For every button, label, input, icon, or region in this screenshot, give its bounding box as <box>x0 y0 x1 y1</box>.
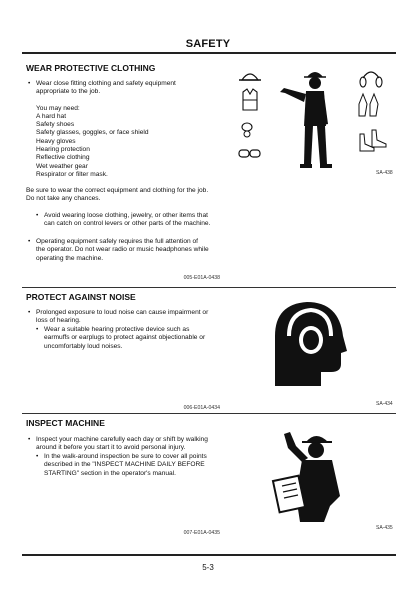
bullet-text: Wear close fitting clothing and safety equipment <box>36 80 176 87</box>
sub-bullet-cont: described in the "INSPECT MACHINE DAILY BEFORE <box>44 461 205 469</box>
note-line: Do not take any chances. <box>26 195 101 203</box>
figure-label: SA-434 <box>376 401 393 407</box>
section-2-text: • Prolonged exposure to loud noise can cause impairment or loss of hearing. <box>36 309 256 326</box>
bullet-text-cont: operating the machine. <box>36 254 104 262</box>
figure-label: SA-435 <box>376 525 393 531</box>
bullet-text-cont: loss of hearing. <box>36 317 81 325</box>
sub-bullet-cont: STARTING" section in the operator's manual. <box>44 469 176 477</box>
doc-code: 005-E01A-0438 <box>183 275 220 281</box>
safety-shoes-icon <box>360 130 386 151</box>
sub-bullet-text: Wear a suitable hearing protective device such as <box>44 326 190 333</box>
section-1-sub: • Avoid wearing loose clothing, jewelry, or other items that can catch on control levers or other parts of the machine. <box>44 212 274 229</box>
sub-bullet-cont: uncomfortably loud noises. <box>44 342 123 350</box>
section-title-inspect: INSPECT MACHINE <box>26 418 105 428</box>
bullet-text: Inspect your machine carefully each day or shift by walking <box>36 436 208 443</box>
bullet-text: Operating equipment safely requires the full attention of <box>36 238 199 245</box>
section-divider <box>22 413 396 414</box>
doc-code: 006-E01A-0434 <box>183 405 220 411</box>
equipment-item: Safety glasses, goggles, or face shield <box>36 129 149 137</box>
bullet-text-cont: around it before you start it to avoid personal injury. <box>36 444 186 452</box>
page-number: 5-3 <box>202 563 214 572</box>
equipment-item: Wet weather gear <box>36 162 88 170</box>
page-title: SAFETY <box>185 38 231 50</box>
gloves-icon <box>359 94 378 116</box>
section-title-protective-clothing: WEAR PROTECTIVE CLOTHING <box>26 63 156 73</box>
head-with-earmuffs-icon <box>275 302 347 386</box>
hearing-protection-illustration <box>265 296 355 396</box>
section-1-note <box>26 187 256 204</box>
note-line: Be sure to wear the correct equipment and clothing for the job. <box>26 187 209 194</box>
equipment-item: Hearing protection <box>36 146 90 154</box>
bullet-text-cont: appropriate to the job. <box>36 88 101 96</box>
earmuffs-icon <box>360 72 382 87</box>
sub-bullet-text: Avoid wearing loose clothing, jewelry, or other items that <box>44 212 208 219</box>
hard-hat-icon <box>239 74 261 80</box>
goggles-icon <box>239 150 260 157</box>
section-1-bullet2: • Operating equipment safely requires the full attention of the operator. Do not wear radio or music headphones while operating the machine. <box>36 238 266 263</box>
respirator-icon <box>242 123 252 137</box>
bullet-text-cont: the operator. Do not wear radio or music headphones while <box>36 246 209 254</box>
sub-bullet-text: In the walk-around inspection be sure to cover all points <box>44 453 207 460</box>
section-1-text: • Wear close fitting clothing and safety equipment appropriate to the job. You may need: A hard hat Safety shoes Safety glasses, goggles, or face shield Heavy gloves Hearing protection Reflective clothing Wet weather gear Respirator or filter mask. <box>36 80 236 179</box>
you-may-need-label: You may need: <box>36 104 80 112</box>
equipment-item: A hard hat <box>36 112 67 120</box>
bullet-text: Prolonged exposure to loud noise can cause impairment or <box>36 309 209 316</box>
footer-rule <box>22 554 396 556</box>
header-rule <box>22 52 396 54</box>
sub-bullet-cont: can catch on control levers or other parts of the machine. <box>44 220 211 228</box>
inspector-illustration <box>266 426 356 526</box>
figure-label: SA-438 <box>376 170 393 176</box>
section-2-sub: • Wear a suitable hearing protective device such as earmuffs or earplugs to protect against objectionable or uncomfortably loud noises. <box>44 326 264 351</box>
reflective-vest-icon <box>243 89 257 110</box>
protective-equipment-illustration <box>236 64 401 174</box>
section-3-sub: • In the walk-around inspection be sure to cover all points described in the "INSPECT MACHINE DAILY BEFORE STARTING" section in the operator's manual. <box>44 453 274 478</box>
equipment-item: Respirator or filter mask. <box>36 170 108 178</box>
section-title-noise: PROTECT AGAINST NOISE <box>26 292 136 302</box>
sub-bullet-cont: earmuffs or earplugs to protect against objectionable or <box>44 334 206 342</box>
equipment-item: Heavy gloves <box>36 137 76 145</box>
inspector-with-clipboard-icon <box>273 432 340 522</box>
equipment-item: Safety shoes <box>36 121 75 129</box>
equipment-item: Reflective clothing <box>36 154 90 162</box>
section-divider <box>22 287 396 288</box>
doc-code: 007-E01A-0435 <box>183 530 220 536</box>
worker-figure-icon <box>280 72 332 168</box>
section-3-text: • Inspect your machine carefully each day or shift by walking around it before you start it to avoid personal injury. <box>36 436 266 453</box>
